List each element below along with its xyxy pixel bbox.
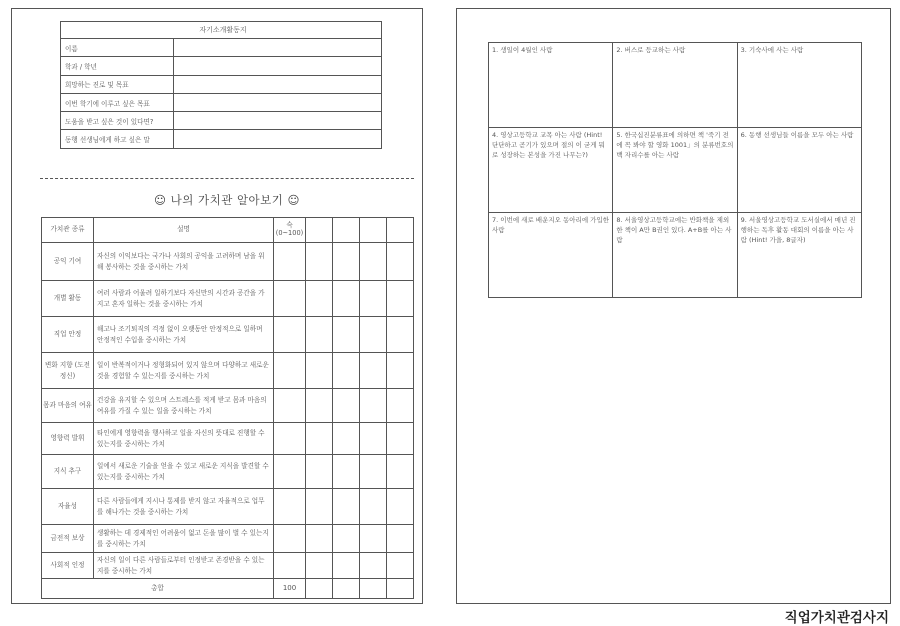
value-name: 공익 기여 [42, 243, 94, 281]
intro-answer-field[interactable] [174, 75, 382, 93]
blank-cell[interactable] [360, 579, 387, 599]
blank-cell[interactable] [306, 389, 333, 423]
blank-cell[interactable] [306, 243, 333, 281]
value-name: 금전적 보상 [42, 525, 94, 553]
dashed-divider [40, 178, 414, 179]
value-description: 여러 사람과 어울려 일하기보다 자신만의 시간과 공간을 가지고 혼자 일하는 것을 중시하는 가치 [94, 281, 274, 317]
blank-cell[interactable] [306, 525, 333, 553]
blank-cell[interactable] [306, 455, 333, 489]
value-name: 변화 지향 (도전 정신) [42, 353, 94, 389]
grid-cell[interactable]: 5. 한국십진분류표에 의하면 책 '죽기 전에 꼭 봐야 할 영화 1001」의 분류번호의 백 자리수를 아는 사람 [613, 128, 737, 213]
table-row [42, 489, 414, 525]
total-row [42, 579, 414, 599]
blank-cell[interactable] [360, 243, 387, 281]
grid-cell[interactable]: 6. 동행 선생님들 이름을 모두 아는 사람 [737, 128, 861, 213]
value-name: 개별 활동 [42, 281, 94, 317]
intro-label: 이번 학기에 이루고 싶은 목표 [61, 93, 174, 111]
table-row [42, 389, 414, 423]
blank-cell[interactable] [387, 243, 414, 281]
blank-header [306, 218, 333, 243]
blank-cell[interactable] [387, 281, 414, 317]
grid-cell[interactable]: 8. 서울영상고등학교에는 반화책을 제외한 책이 A만 B권인 있다. A+B를 아는 사람 [613, 213, 737, 298]
document-caption: 직업가치관검사지 [784, 610, 889, 626]
blank-cell[interactable] [360, 423, 387, 455]
value-description: 자신의 이익보다는 국가나 사회의 공익을 고려하며 남을 위해 봉사하는 것을 중시하는 가치 [94, 243, 274, 281]
self-intro-table [60, 21, 382, 149]
grid-cell[interactable]: 9. 서울영상고등학교 도서실에서 매년 진행하는 독후 활동 대회의 이름을 아는 사람 (Hint! 가을, 8글자) [737, 213, 861, 298]
blank-cell[interactable] [360, 353, 387, 389]
blank-cell[interactable] [333, 423, 360, 455]
find-someone-grid [488, 42, 862, 298]
table-row [42, 525, 414, 553]
intro-label: 도움을 받고 싶은 것이 있다면? [61, 112, 174, 130]
intro-label: 희망하는 진로 및 목표 [61, 75, 174, 93]
intro-answer-field[interactable] [174, 93, 382, 111]
score-header-range: (0~100) [275, 229, 304, 237]
blank-cell[interactable] [360, 281, 387, 317]
score-cell[interactable] [274, 455, 306, 489]
score-cell[interactable] [274, 281, 306, 317]
score-cell[interactable] [274, 489, 306, 525]
table-row [42, 553, 414, 579]
blank-cell[interactable] [387, 489, 414, 525]
value-description: 일에서 새로운 기술을 얻을 수 있고 새로운 지식을 발견할 수 있는지를 중시하는 가치 [94, 455, 274, 489]
intro-answer-field[interactable] [174, 112, 382, 130]
table-row [42, 455, 414, 489]
blank-cell[interactable] [333, 579, 360, 599]
blank-header [387, 218, 414, 243]
blank-cell[interactable] [306, 281, 333, 317]
score-header-label: 슥 [286, 221, 293, 230]
value-description: 건강을 유지할 수 있으며 스트레스를 적게 받고 몸과 마음의 여유를 가질 수 있는 일을 중시하는 가치 [94, 389, 274, 423]
grid-cell[interactable]: 7. 이번에 새로 배운지오 동아리에 가입한 사람 [489, 213, 613, 298]
score-cell[interactable] [274, 353, 306, 389]
table-row [42, 243, 414, 281]
blank-cell[interactable] [360, 455, 387, 489]
value-name: 몸과 마음의 여유 [42, 389, 94, 423]
intro-answer-field[interactable] [174, 130, 382, 148]
intro-label: 학과 / 학년 [61, 57, 174, 75]
blank-cell[interactable] [387, 525, 414, 553]
blank-cell[interactable] [333, 525, 360, 553]
value-description: 다른 사람들에게 지시나 통제를 받지 않고 자율적으로 업무를 해나가는 것을 중시하는 가치 [94, 489, 274, 525]
blank-cell[interactable] [306, 353, 333, 389]
values-section-title: ☺ 나의 가치관 알아보기 ☺ [153, 193, 301, 207]
grid-cell[interactable]: 2. 버스로 등교하는 사람 [613, 43, 737, 128]
score-cell[interactable] [274, 243, 306, 281]
blank-cell[interactable] [333, 489, 360, 525]
blank-cell[interactable] [333, 353, 360, 389]
score-cell[interactable] [274, 317, 306, 353]
value-name: 영향력 발휘 [42, 423, 94, 455]
score-cell[interactable] [274, 553, 306, 579]
value-description: 자신의 일이 다른 사람들로부터 인정받고 존경받을 수 있는지를 중시하는 가치 [94, 553, 274, 579]
total-label: 총합 [42, 579, 274, 599]
blank-header [360, 218, 387, 243]
intro-answer-field[interactable] [174, 39, 382, 57]
value-name: 직업 안정 [42, 317, 94, 353]
blank-cell[interactable] [360, 553, 387, 579]
score-cell[interactable] [274, 525, 306, 553]
col-header-score [274, 218, 306, 243]
grid-cell[interactable]: 1. 생일이 4월인 사람 [489, 43, 613, 128]
blank-cell[interactable] [306, 579, 333, 599]
blank-cell[interactable] [360, 389, 387, 423]
value-description: 생활하는 데 경제적인 어려움이 없고 돈을 많이 벌 수 있는지를 중시하는 가치 [94, 525, 274, 553]
value-description: 일이 반복적이거나 정형화되어 있지 않으며 다양하고 새로운 것을 경험할 수 있는지를 중시하는 가치 [94, 353, 274, 389]
intro-label: 동행 선생님에게 하고 싶은 말 [61, 130, 174, 148]
score-cell[interactable] [274, 389, 306, 423]
blank-cell[interactable] [333, 317, 360, 353]
table-row [42, 317, 414, 353]
blank-cell[interactable] [387, 553, 414, 579]
blank-cell[interactable] [387, 579, 414, 599]
blank-cell[interactable] [333, 553, 360, 579]
intro-answer-field[interactable] [174, 57, 382, 75]
table-row [42, 423, 414, 455]
blank-cell[interactable] [360, 317, 387, 353]
grid-cell[interactable]: 4. 영상고등학교 교목 아는 사람 (Hint! 단단하고 곧기가 있으며 절의 이 굳게 뭐로 성장하는 본성을 가진 나무는?) [489, 128, 613, 213]
value-description: 해고나 조기퇴직의 걱정 없이 오랫동안 안정적으로 일하며 안정적인 수입을 중시하는 가치 [94, 317, 274, 353]
blank-cell[interactable] [387, 389, 414, 423]
blank-cell[interactable] [387, 423, 414, 455]
blank-cell[interactable] [333, 243, 360, 281]
value-name: 자율성 [42, 489, 94, 525]
col-header-type: 가치관 종류 [42, 218, 94, 243]
score-cell[interactable] [274, 423, 306, 455]
blank-cell[interactable] [306, 317, 333, 353]
blank-cell[interactable] [387, 353, 414, 389]
table-row [42, 353, 414, 389]
blank-cell[interactable] [387, 317, 414, 353]
col-header-desc: 설명 [94, 218, 274, 243]
total-value: 100 [274, 579, 306, 599]
blank-cell[interactable] [360, 489, 387, 525]
values-table [41, 217, 414, 599]
blank-cell[interactable] [333, 455, 360, 489]
blank-cell[interactable] [306, 553, 333, 579]
value-name: 지식 추구 [42, 455, 94, 489]
blank-cell[interactable] [306, 489, 333, 525]
blank-header [333, 218, 360, 243]
blank-cell[interactable] [333, 389, 360, 423]
self-intro-title: 자기소개활동지 [61, 22, 382, 39]
blank-cell[interactable] [360, 525, 387, 553]
blank-cell[interactable] [306, 423, 333, 455]
grid-cell[interactable]: 3. 기숙사에 사는 사람 [737, 43, 861, 128]
value-description: 타인에게 영향력을 행사하고 일을 자신의 뜻대로 진행할 수 있는지를 중시하는 가치 [94, 423, 274, 455]
blank-cell[interactable] [387, 455, 414, 489]
intro-label: 이름 [61, 39, 174, 57]
value-name: 사회적 인정 [42, 553, 94, 579]
table-row [42, 281, 414, 317]
blank-cell[interactable] [333, 281, 360, 317]
